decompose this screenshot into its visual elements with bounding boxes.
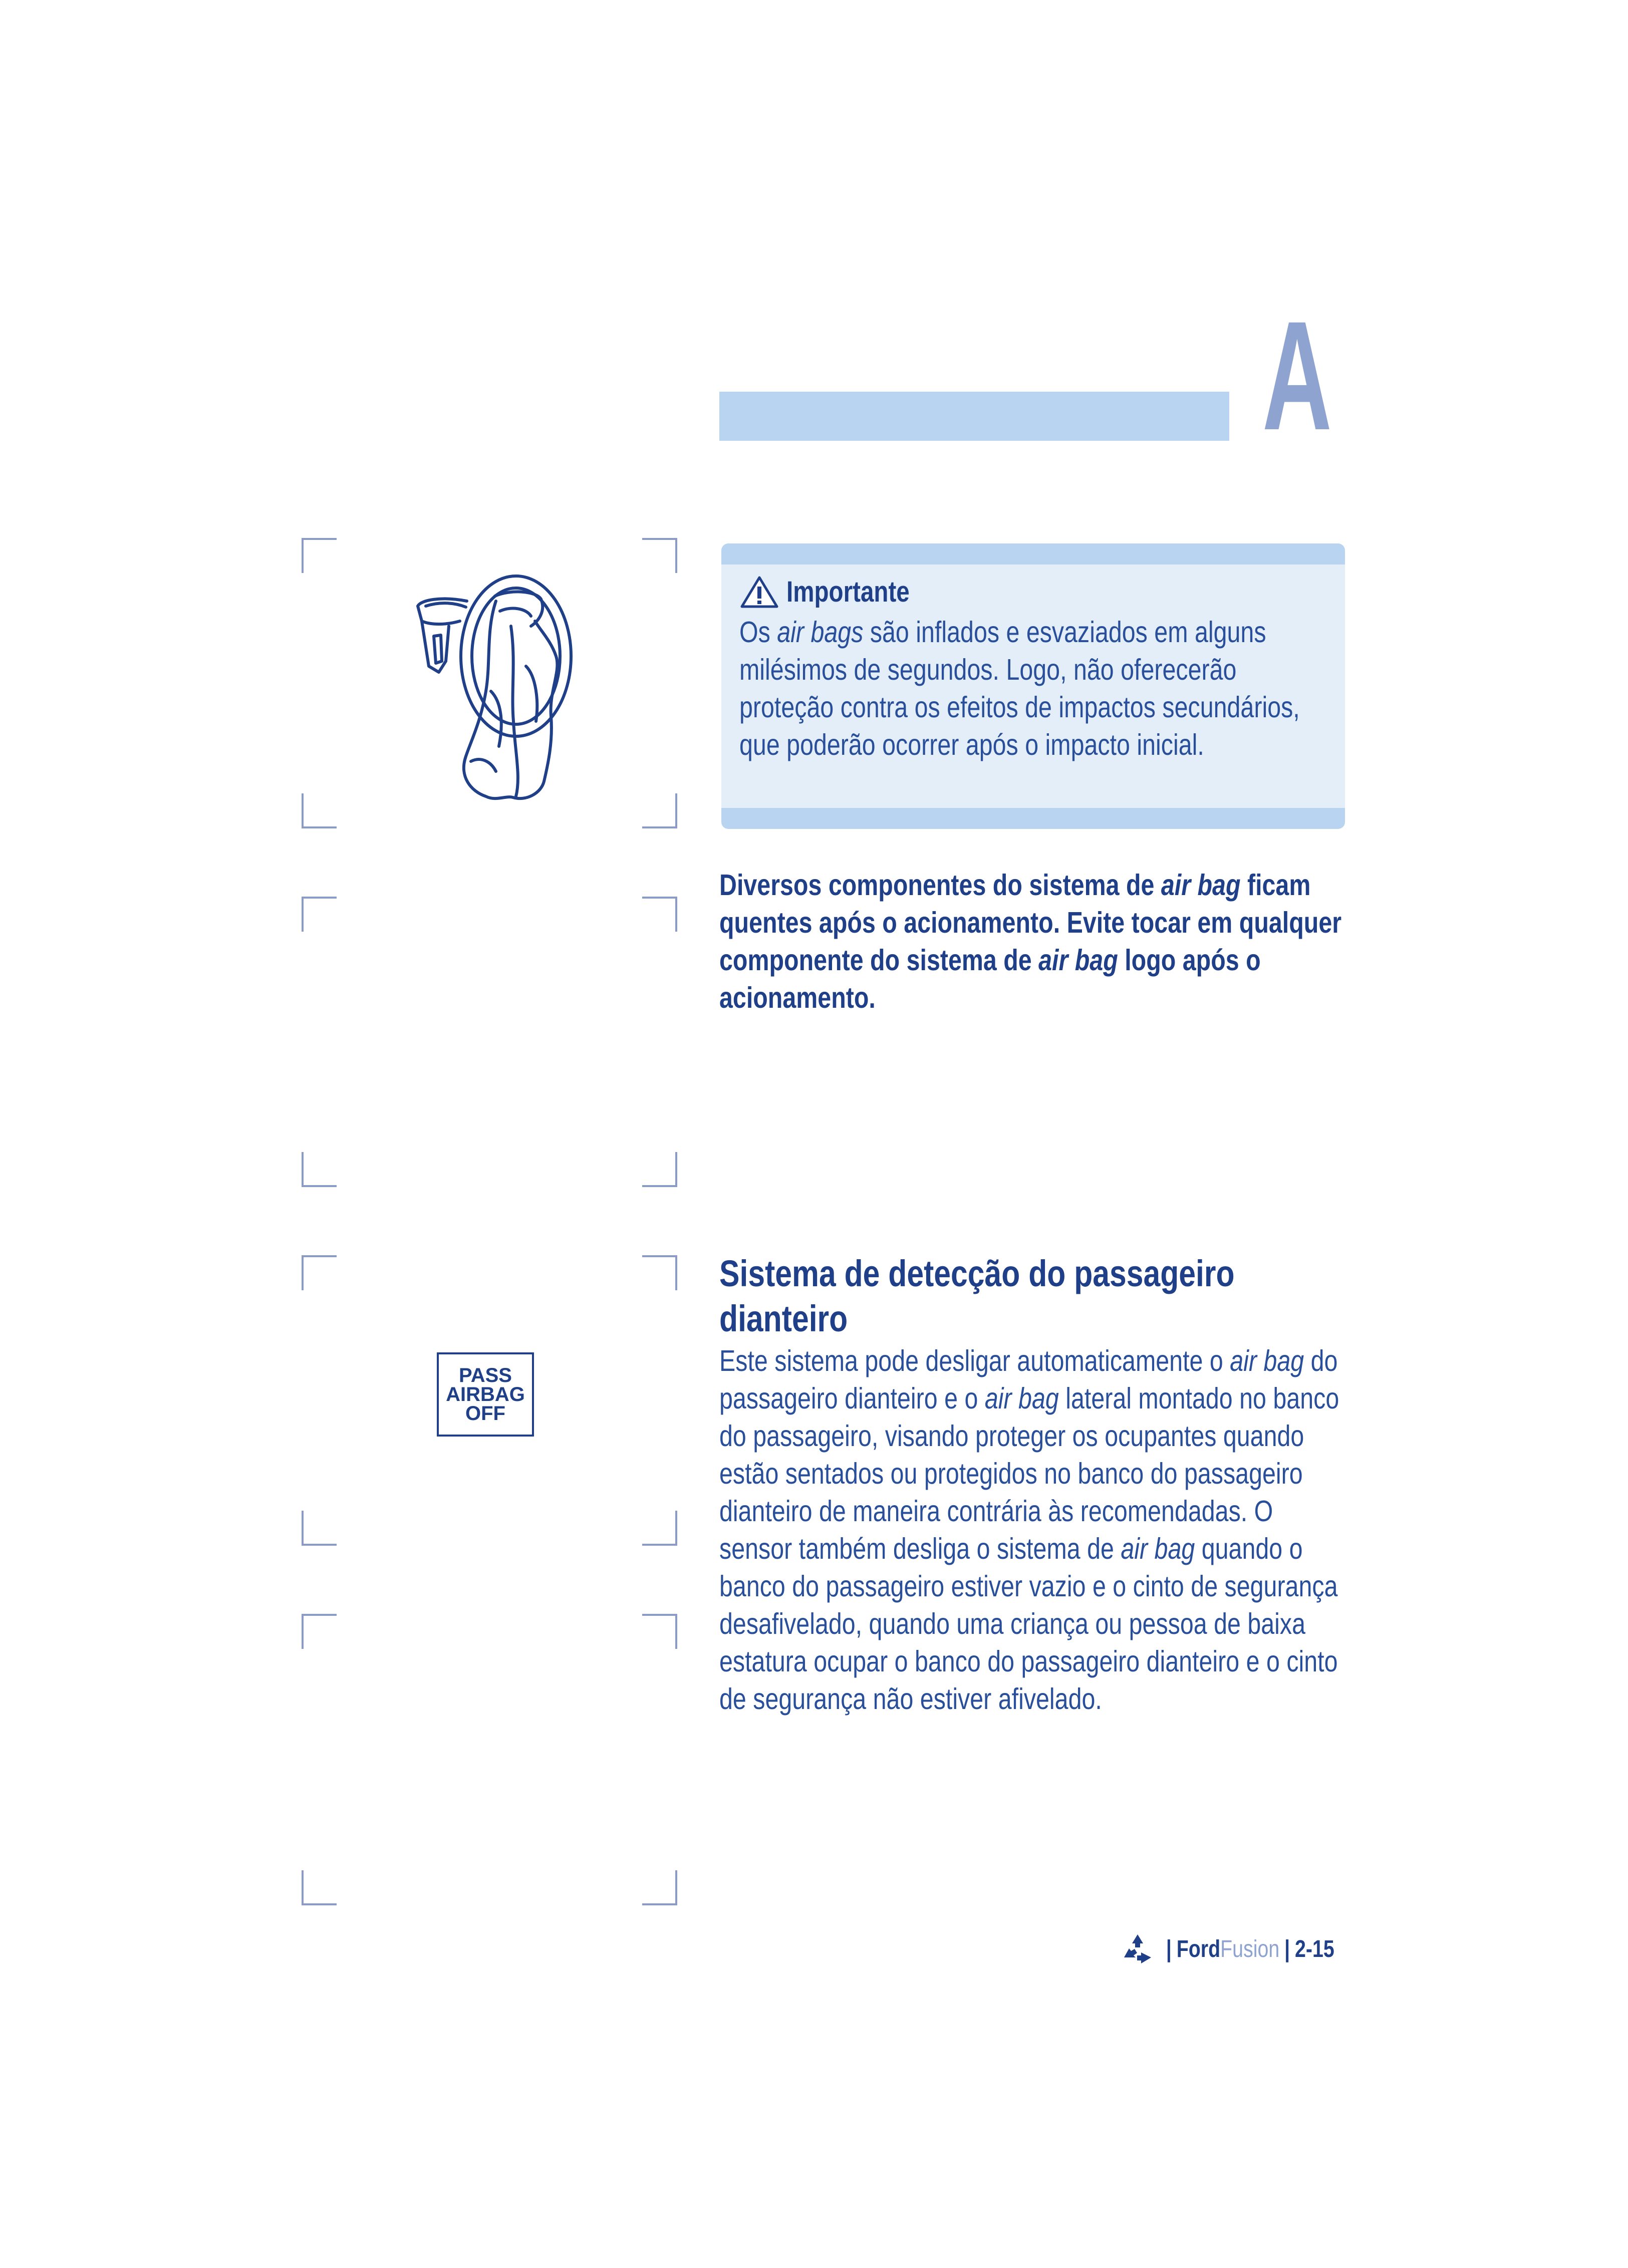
crop-mark bbox=[302, 897, 337, 932]
crop-mark bbox=[302, 538, 337, 573]
text-segment-italic: air bag bbox=[1161, 869, 1241, 902]
footer-separator: | bbox=[1284, 1935, 1290, 1962]
text-segment-italic: air bags bbox=[777, 616, 864, 649]
text-segment: logo após o acionamento. bbox=[719, 944, 1261, 1014]
text-segment: quando o banco do passageiro estiver vazio e o cinto de segurança desafivelado, quando uma criança ou pessoa de baixa estatura ocupar o banco do passageiro dianteiro e o cinto de segurança não estiver afivelado. bbox=[719, 1532, 1338, 1716]
page-footer bbox=[1121, 1931, 1373, 1967]
section-header-bar bbox=[719, 392, 1229, 441]
notice-band-top bbox=[721, 543, 1345, 564]
text-segment: são inflados e esvaziados em alguns milésimos de segundos. Logo, não oferecerão proteção contra os efeitos de impactos secundários, que poderão ocorrer após o impacto inicial. bbox=[739, 616, 1300, 761]
footer-brand-light: Fusion bbox=[1220, 1935, 1280, 1962]
footer-brand-bold: Ford bbox=[1176, 1935, 1221, 1962]
crop-mark bbox=[302, 1152, 337, 1187]
crop-mark bbox=[642, 1511, 677, 1546]
text-segment: Os bbox=[739, 616, 777, 649]
indicator-line: PASS bbox=[459, 1364, 512, 1386]
text-segment: Este sistema pode desligar automaticamente o bbox=[719, 1344, 1230, 1377]
crop-mark bbox=[302, 793, 337, 828]
crop-mark bbox=[302, 1255, 337, 1290]
crop-mark bbox=[642, 793, 677, 828]
warning-icon bbox=[739, 575, 779, 609]
crop-mark bbox=[302, 1511, 337, 1546]
footer-text bbox=[1161, 1935, 1334, 1963]
crop-mark bbox=[642, 897, 677, 932]
crop-mark bbox=[642, 538, 677, 573]
text-segment: Diversos componentes do sistema de bbox=[719, 869, 1161, 902]
indicator-line: AIRBAG bbox=[446, 1383, 525, 1405]
pass-airbag-off-indicator bbox=[437, 1352, 534, 1437]
section-letter: A bbox=[1262, 289, 1332, 462]
important-title: Importante bbox=[786, 575, 910, 608]
text-segment-italic: air bag bbox=[1230, 1344, 1304, 1377]
crop-mark bbox=[642, 1870, 677, 1905]
footer-separator: | bbox=[1166, 1935, 1172, 1962]
text-segment: lateral montado no banco do passageiro, visando proteger os ocupantes quando estão sentados ou protegidos no banco do passageiro dianteiro de maneira contrária às recomendadas. O sensor também desliga o sistema de bbox=[719, 1382, 1339, 1565]
crop-mark bbox=[642, 1255, 677, 1290]
crop-mark bbox=[302, 1614, 337, 1649]
airbag-steering-wheel-illustration bbox=[411, 541, 591, 821]
hot-components-warning bbox=[719, 867, 1348, 1017]
crop-mark bbox=[642, 1152, 677, 1187]
important-header bbox=[739, 574, 937, 610]
text-segment: ficam quentes após o acionamento. Evite tocar em qualquer componente do sistema de bbox=[719, 869, 1342, 977]
text-segment-italic: air bag bbox=[1121, 1532, 1195, 1565]
crop-mark bbox=[302, 1870, 337, 1905]
important-notice-box bbox=[721, 543, 1345, 829]
section-heading: Sistema de detecção do passageiro dianteiro bbox=[719, 1253, 1235, 1339]
section-body bbox=[719, 1342, 1348, 1718]
text-segment-italic: air bag bbox=[1038, 944, 1118, 977]
recycle-icon bbox=[1121, 1932, 1154, 1965]
notice-band-bottom bbox=[721, 808, 1345, 829]
important-body bbox=[739, 614, 1331, 764]
text-segment: do passageiro dianteiro e o bbox=[719, 1344, 1338, 1415]
crop-mark bbox=[642, 1614, 677, 1649]
page-number: 2-15 bbox=[1294, 1935, 1334, 1962]
text-segment-italic: air bag bbox=[984, 1382, 1059, 1415]
indicator-line: OFF bbox=[465, 1402, 505, 1425]
